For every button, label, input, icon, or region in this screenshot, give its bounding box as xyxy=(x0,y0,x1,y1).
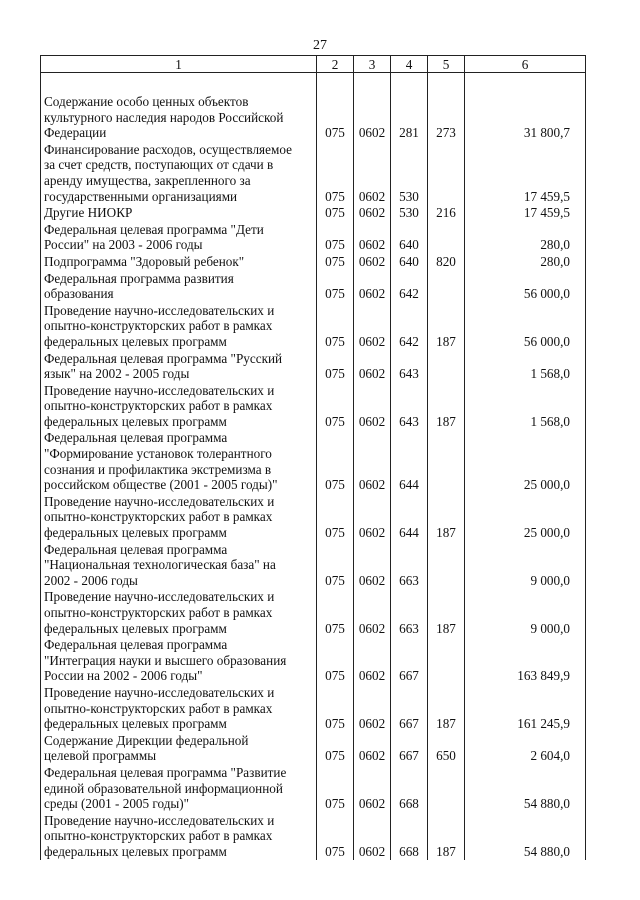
row-amount: 56 000,0 xyxy=(465,302,586,350)
table-row xyxy=(41,350,586,382)
column-header: 2 xyxy=(317,56,354,73)
table-row xyxy=(41,493,586,541)
row-code-5 xyxy=(428,221,465,253)
column-header: 5 xyxy=(428,56,465,73)
row-code-3: 0602 xyxy=(354,812,391,860)
row-description: Подпрограмма "Здоровый ребенок" xyxy=(41,253,317,270)
row-code-4: 643 xyxy=(391,350,428,382)
table-row xyxy=(41,429,586,492)
row-code-5: 187 xyxy=(428,812,465,860)
row-description: Проведение научно-исследовательских и опытно-конструкторских работ в рамках федеральных целевых программ xyxy=(41,382,317,430)
row-amount: 54 880,0 xyxy=(465,812,586,860)
row-code-5: 187 xyxy=(428,382,465,430)
row-description: Содержание особо ценных объектов культурного наследия народов Российской Федерации xyxy=(41,93,317,141)
table-header-row xyxy=(41,56,586,73)
row-amount: 31 800,7 xyxy=(465,93,586,141)
row-code-4: 668 xyxy=(391,812,428,860)
row-amount: 54 880,0 xyxy=(465,764,586,812)
row-code-5: 187 xyxy=(428,493,465,541)
row-amount: 280,0 xyxy=(465,221,586,253)
row-description: Федеральная целевая программа "Интеграция науки и высшего образования России на 2002 - 2006 годы" xyxy=(41,636,317,684)
row-description: Финансирование расходов, осуществляемое за счет средств, поступающих от сдачи в аренду имущества, закрепленного за государственными организациями xyxy=(41,141,317,204)
row-code-3: 0602 xyxy=(354,684,391,732)
row-amount: 2 604,0 xyxy=(465,732,586,764)
row-code-3: 0602 xyxy=(354,253,391,270)
table-row xyxy=(41,93,586,141)
row-code-3: 0602 xyxy=(354,732,391,764)
row-code-4: 668 xyxy=(391,764,428,812)
table-row xyxy=(41,204,586,221)
table-row xyxy=(41,221,586,253)
row-code-5 xyxy=(428,541,465,589)
table-row xyxy=(41,382,586,430)
row-code-2: 075 xyxy=(317,302,354,350)
row-code-3: 0602 xyxy=(354,270,391,302)
row-amount: 1 568,0 xyxy=(465,382,586,430)
table-row xyxy=(41,270,586,302)
row-description: Федеральная целевая программа "Русский язык" на 2002 - 2005 годы xyxy=(41,350,317,382)
row-code-3: 0602 xyxy=(354,636,391,684)
column-header: 6 xyxy=(465,56,586,73)
row-code-2: 075 xyxy=(317,382,354,430)
row-code-4: 667 xyxy=(391,684,428,732)
row-code-5 xyxy=(428,636,465,684)
row-code-5: 273 xyxy=(428,93,465,141)
row-description: Проведение научно-исследовательских и опытно-конструкторских работ в рамках федеральных целевых программ xyxy=(41,302,317,350)
row-code-3: 0602 xyxy=(354,588,391,636)
row-code-2: 075 xyxy=(317,141,354,204)
row-code-2: 075 xyxy=(317,350,354,382)
row-code-3: 0602 xyxy=(354,93,391,141)
row-code-4: 642 xyxy=(391,302,428,350)
row-code-2: 075 xyxy=(317,636,354,684)
row-code-3: 0602 xyxy=(354,350,391,382)
row-amount: 163 849,9 xyxy=(465,636,586,684)
table-spacer-row xyxy=(41,73,586,94)
table-row xyxy=(41,684,586,732)
table-row xyxy=(41,732,586,764)
row-code-2: 075 xyxy=(317,541,354,589)
row-amount: 17 459,5 xyxy=(465,204,586,221)
row-code-2: 075 xyxy=(317,493,354,541)
row-description: Федеральная целевая программа "Формирование установок толерантного сознания и профилактика экстремизма в российском обществе (2001 - 2005 годы)" xyxy=(41,429,317,492)
row-amount: 17 459,5 xyxy=(465,141,586,204)
row-amount: 9 000,0 xyxy=(465,588,586,636)
row-code-2: 075 xyxy=(317,732,354,764)
row-amount: 161 245,9 xyxy=(465,684,586,732)
row-description: Другие НИОКР xyxy=(41,204,317,221)
row-code-4: 644 xyxy=(391,493,428,541)
table-row xyxy=(41,302,586,350)
row-code-3: 0602 xyxy=(354,764,391,812)
row-code-4: 530 xyxy=(391,204,428,221)
row-code-3: 0602 xyxy=(354,221,391,253)
row-code-5: 187 xyxy=(428,684,465,732)
row-amount: 9 000,0 xyxy=(465,541,586,589)
row-code-2: 075 xyxy=(317,429,354,492)
row-code-5: 216 xyxy=(428,204,465,221)
column-header: 4 xyxy=(391,56,428,73)
row-code-2: 075 xyxy=(317,93,354,141)
row-code-3: 0602 xyxy=(354,302,391,350)
row-description: Проведение научно-исследовательских и опытно-конструкторских работ в рамках федеральных целевых программ xyxy=(41,493,317,541)
row-code-5 xyxy=(428,350,465,382)
row-code-2: 075 xyxy=(317,221,354,253)
page-number: 27 xyxy=(313,38,327,53)
row-amount: 25 000,0 xyxy=(465,429,586,492)
row-code-5 xyxy=(428,270,465,302)
row-code-3: 0602 xyxy=(354,382,391,430)
row-code-4: 640 xyxy=(391,221,428,253)
row-code-5: 650 xyxy=(428,732,465,764)
row-code-5 xyxy=(428,141,465,204)
row-code-5: 187 xyxy=(428,588,465,636)
row-code-4: 642 xyxy=(391,270,428,302)
row-code-5: 820 xyxy=(428,253,465,270)
row-amount: 280,0 xyxy=(465,253,586,270)
row-code-5 xyxy=(428,764,465,812)
table-row xyxy=(41,636,586,684)
row-code-2: 075 xyxy=(317,270,354,302)
row-description: Проведение научно-исследовательских и опытно-конструкторских работ в рамках федеральных целевых программ xyxy=(41,812,317,860)
row-description: Проведение научно-исследовательских и опытно-конструкторских работ в рамках федеральных целевых программ xyxy=(41,588,317,636)
column-header: 3 xyxy=(354,56,391,73)
budget-table xyxy=(40,55,586,860)
row-code-4: 643 xyxy=(391,382,428,430)
row-description: Содержание Дирекции федеральной целевой программы xyxy=(41,732,317,764)
row-code-2: 075 xyxy=(317,588,354,636)
row-code-2: 075 xyxy=(317,812,354,860)
row-code-4: 640 xyxy=(391,253,428,270)
row-description: Федеральная программа развития образования xyxy=(41,270,317,302)
row-code-5 xyxy=(428,429,465,492)
row-code-3: 0602 xyxy=(354,541,391,589)
row-description: Федеральная целевая программа "Национальная технологическая база" на 2002 - 2006 годы xyxy=(41,541,317,589)
row-code-2: 075 xyxy=(317,204,354,221)
row-amount: 1 568,0 xyxy=(465,350,586,382)
row-code-3: 0602 xyxy=(354,141,391,204)
row-description: Федеральная целевая программа "Развитие единой образовательной информационной среды (2001 - 2005 годы)" xyxy=(41,764,317,812)
row-code-2: 075 xyxy=(317,253,354,270)
row-code-4: 530 xyxy=(391,141,428,204)
row-code-3: 0602 xyxy=(354,204,391,221)
column-header: 1 xyxy=(41,56,317,73)
row-code-4: 663 xyxy=(391,588,428,636)
row-code-3: 0602 xyxy=(354,493,391,541)
row-amount: 56 000,0 xyxy=(465,270,586,302)
table-row xyxy=(41,588,586,636)
table-row xyxy=(41,812,586,860)
row-code-4: 667 xyxy=(391,636,428,684)
row-description: Проведение научно-исследовательских и опытно-конструкторских работ в рамках федеральных целевых программ xyxy=(41,684,317,732)
table-row xyxy=(41,541,586,589)
table-row xyxy=(41,764,586,812)
row-code-2: 075 xyxy=(317,684,354,732)
row-code-4: 644 xyxy=(391,429,428,492)
row-code-3: 0602 xyxy=(354,429,391,492)
row-code-4: 667 xyxy=(391,732,428,764)
table-row xyxy=(41,141,586,204)
row-code-2: 075 xyxy=(317,764,354,812)
row-description: Федеральная целевая программа "Дети России" на 2003 - 2006 годы xyxy=(41,221,317,253)
row-code-5: 187 xyxy=(428,302,465,350)
row-amount: 25 000,0 xyxy=(465,493,586,541)
table-row xyxy=(41,253,586,270)
row-code-4: 663 xyxy=(391,541,428,589)
row-code-4: 281 xyxy=(391,93,428,141)
